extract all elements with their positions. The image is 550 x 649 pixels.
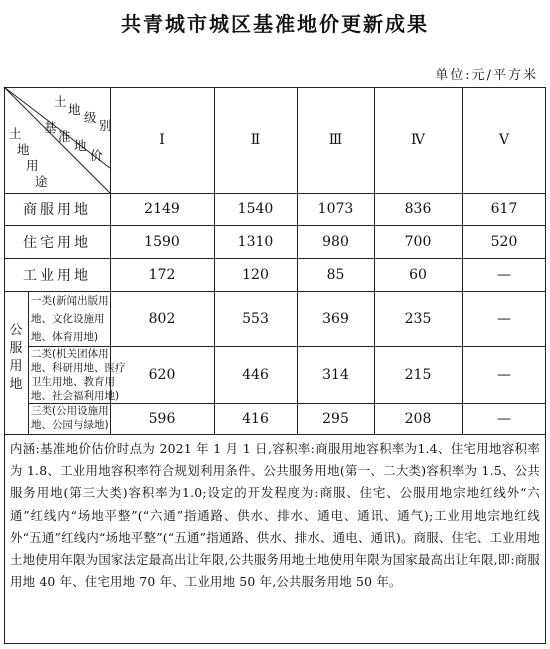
row-label-public-3: [31, 404, 109, 432]
corner-text: 基: [44, 120, 57, 135]
table-cell: —: [497, 310, 511, 327]
table-cell: 215: [404, 366, 432, 383]
table-cell: —: [497, 266, 511, 283]
corner-text: 地: [17, 142, 30, 157]
table-cell: 1540: [237, 201, 274, 217]
group-label-public: [8, 322, 24, 394]
page-title: 共青城市城区基准地价更新成果: [121, 12, 429, 36]
label-line: 三类(公用设施用: [31, 405, 109, 417]
label-line: 卫生用地、教育用: [31, 376, 115, 388]
grade-header: Ⅱ: [250, 132, 261, 148]
table-cell: 85: [326, 266, 345, 283]
table-cell: 980: [322, 233, 349, 250]
table-cell: 1310: [237, 233, 274, 250]
table-cell: 617: [490, 201, 518, 217]
grade-header: Ⅲ: [328, 132, 343, 148]
grade-header: Ⅳ: [411, 132, 425, 148]
unit-label: 单位:元/平方米: [435, 68, 538, 83]
table-cell: 596: [148, 410, 176, 427]
table-cell: 235: [404, 310, 432, 327]
table-cell: 520: [490, 233, 518, 250]
table-cell: 295: [322, 410, 349, 427]
corner-text: 途: [35, 174, 48, 189]
table-cell: 60: [409, 266, 427, 283]
row-label-commercial: 商服用地: [23, 202, 91, 218]
table-cell: —: [497, 410, 511, 427]
table-cell: 836: [404, 201, 432, 217]
table-cell: 208: [404, 410, 432, 427]
label-line: 地、体育用地): [31, 331, 99, 343]
label-line: 地、社会福利用地): [31, 390, 120, 402]
table-cell: 553: [242, 310, 269, 327]
table-cell: 369: [322, 310, 349, 327]
group-label-char: 地: [9, 377, 23, 392]
table-cell: 314: [322, 366, 349, 383]
table-cell: 120: [242, 266, 269, 283]
table-cell: 1590: [144, 233, 180, 250]
grade-header: Ⅰ: [159, 132, 165, 148]
row-label-public-1: [31, 292, 109, 346]
label-line: 二类(机关团体用: [31, 348, 109, 360]
corner-text: 价: [90, 148, 103, 163]
group-label-char: 公: [9, 323, 23, 338]
label-line: 一类(新闻出版用: [31, 295, 109, 307]
group-label-char: 服: [9, 341, 23, 356]
grade-header: Ⅴ: [498, 132, 510, 148]
group-label-char: 用: [9, 359, 23, 374]
label-line: 地、文化设施用: [31, 313, 105, 325]
label-line: 地、科研用地、医疗: [31, 362, 126, 374]
table-cell: 416: [242, 410, 269, 427]
row-label-industrial: 工业用地: [23, 267, 91, 284]
row-label-residential: 住宅用地: [23, 234, 91, 251]
corner-text: 土: [9, 126, 22, 141]
notes-paragraph: 内涵:基准地价估价时点为 2021 年 1 月 1 日,容积率:商服用地容积率为1.4、住宅用地容积率为 1.8、工业用地容积率符合规划利用条件、公共服务用地(第一、二大类)容积率为 1.5、公共服务用地(第三大类)容积率为1.0;设定的开发程度为:商服、住宅、公服用地宗地红线外“六通”红线内“场地平整”(“六通”指通路、供水、排水、通电、通讯、通气);工业用地宗地红线外“五通”红线内“场地平整”(“五通”指通路、供水、排水、通电、通讯)。商服、住宅、工业用地土地使用年限为国家法定最高出让年限,公共服务用地土地使用年限为国家最高出让年限,即:商服用地 40 年、住宅用地 70 年、工业用地 50 年,公共服务用地 50 年。: [10, 441, 540, 590]
table-cell: 2149: [144, 201, 180, 217]
table-cell: 172: [148, 266, 176, 283]
table-cell: 802: [148, 310, 176, 327]
corner-text: 地: [68, 102, 81, 117]
table-cell: 700: [404, 233, 432, 250]
corner-text: 别: [99, 118, 112, 133]
table-cell: 446: [242, 366, 269, 383]
table-cell: —: [497, 366, 511, 383]
table-cell: 1073: [317, 201, 354, 217]
corner-text: 准: [58, 129, 71, 144]
label-line: 地、公园与绿地): [31, 419, 109, 431]
corner-text: 地: [74, 138, 87, 153]
table-cell: 620: [148, 366, 176, 383]
corner-text: 用: [26, 158, 39, 173]
corner-text: 土: [54, 94, 67, 109]
corner-text: 级: [84, 110, 97, 125]
